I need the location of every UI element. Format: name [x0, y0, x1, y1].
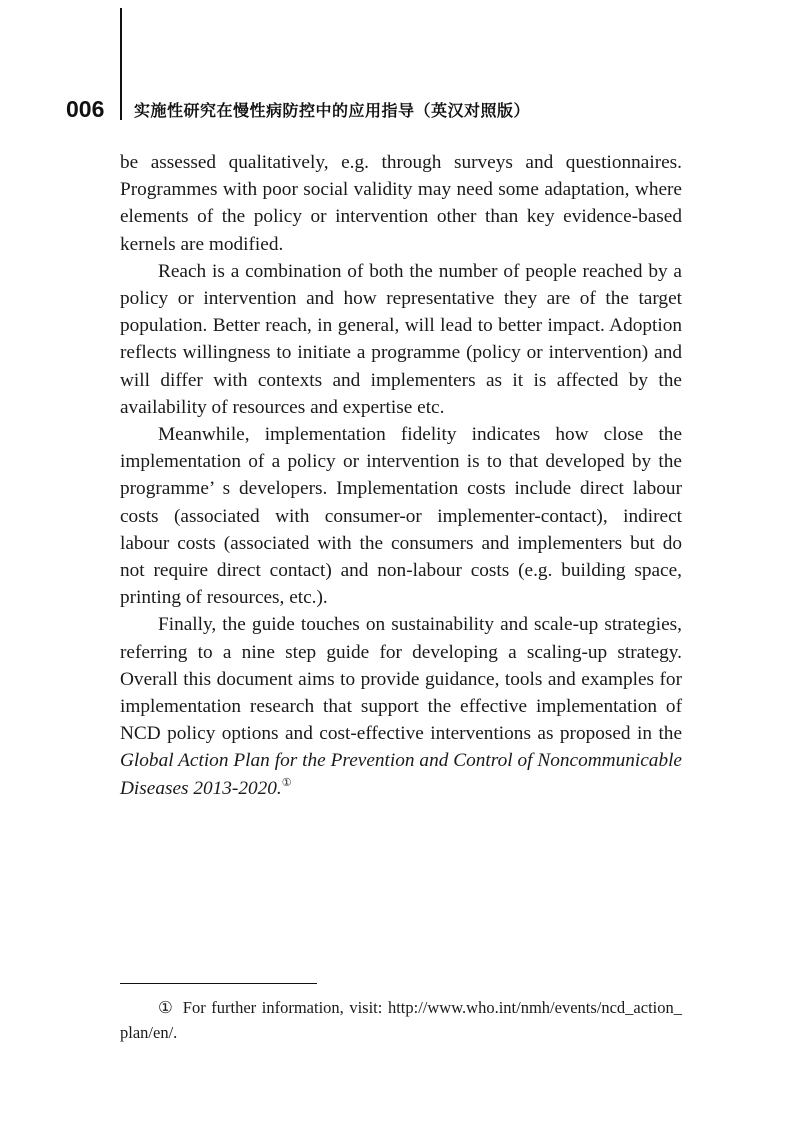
footnote-text: For further information, visit:: [182, 998, 388, 1017]
paragraph-2: Reach is a combination of both the number of people reached by a policy or intervention and how representative they are of the target population. Better reach, in general, will lead to better impact. Adoption reflects willingness to initiate a programme (policy or intervention) and will differ with contexts and implementers as it is affected by the availability of resources and expertise etc.: [120, 260, 682, 418]
body-text: [120, 149, 682, 802]
footnote: [120, 995, 682, 1045]
paragraph-3: Meanwhile, implementation fidelity indicates how close the implementation of a policy or intervention is to that developed by the programme’ s developers. Implementation costs include direct labour costs (associated with consumer-or implementer-contact), indirect labour costs (associated with the consumers and implementers but do not require direct contact) and non-labour costs (e.g. building space, printing of resources, etc.).: [120, 424, 682, 609]
footnote-marker: ①: [158, 998, 173, 1017]
document-title-reference: Global Action Plan for the Prevention and Control of Noncommunicable Diseases 2013-2020.: [120, 750, 682, 799]
footnote-reference-marker[interactable]: ①: [281, 776, 292, 789]
running-title: 实施性研究在慢性病防控中的应用指导（英汉对照版）: [134, 101, 531, 120]
paragraph-4: [120, 611, 682, 801]
footnote-rule: [120, 983, 317, 984]
paragraph-1: be assessed qualitatively, e.g. through surveys and questionnaires. Programmes with poor social validity may need some adaptation, where elements of the policy or intervention other than key evidence-based kernels are modified.: [120, 152, 682, 255]
footnote-link[interactable]: http://www.who.int/nmh/events/ncd_action_plan/en/.: [120, 998, 682, 1042]
paragraph-4-text: Finally, the guide touches on sustainability and scale-up strategies, referring to a nine step guide for developing a scaling-up strategy. Overall this document aims to provide guidance, tools and examples for implementation research that support the effective implementation of NCD policy options and cost-effective interventions as proposed in the: [120, 614, 682, 745]
page-number: 006: [66, 96, 105, 122]
header-vertical-rule: [120, 8, 122, 120]
